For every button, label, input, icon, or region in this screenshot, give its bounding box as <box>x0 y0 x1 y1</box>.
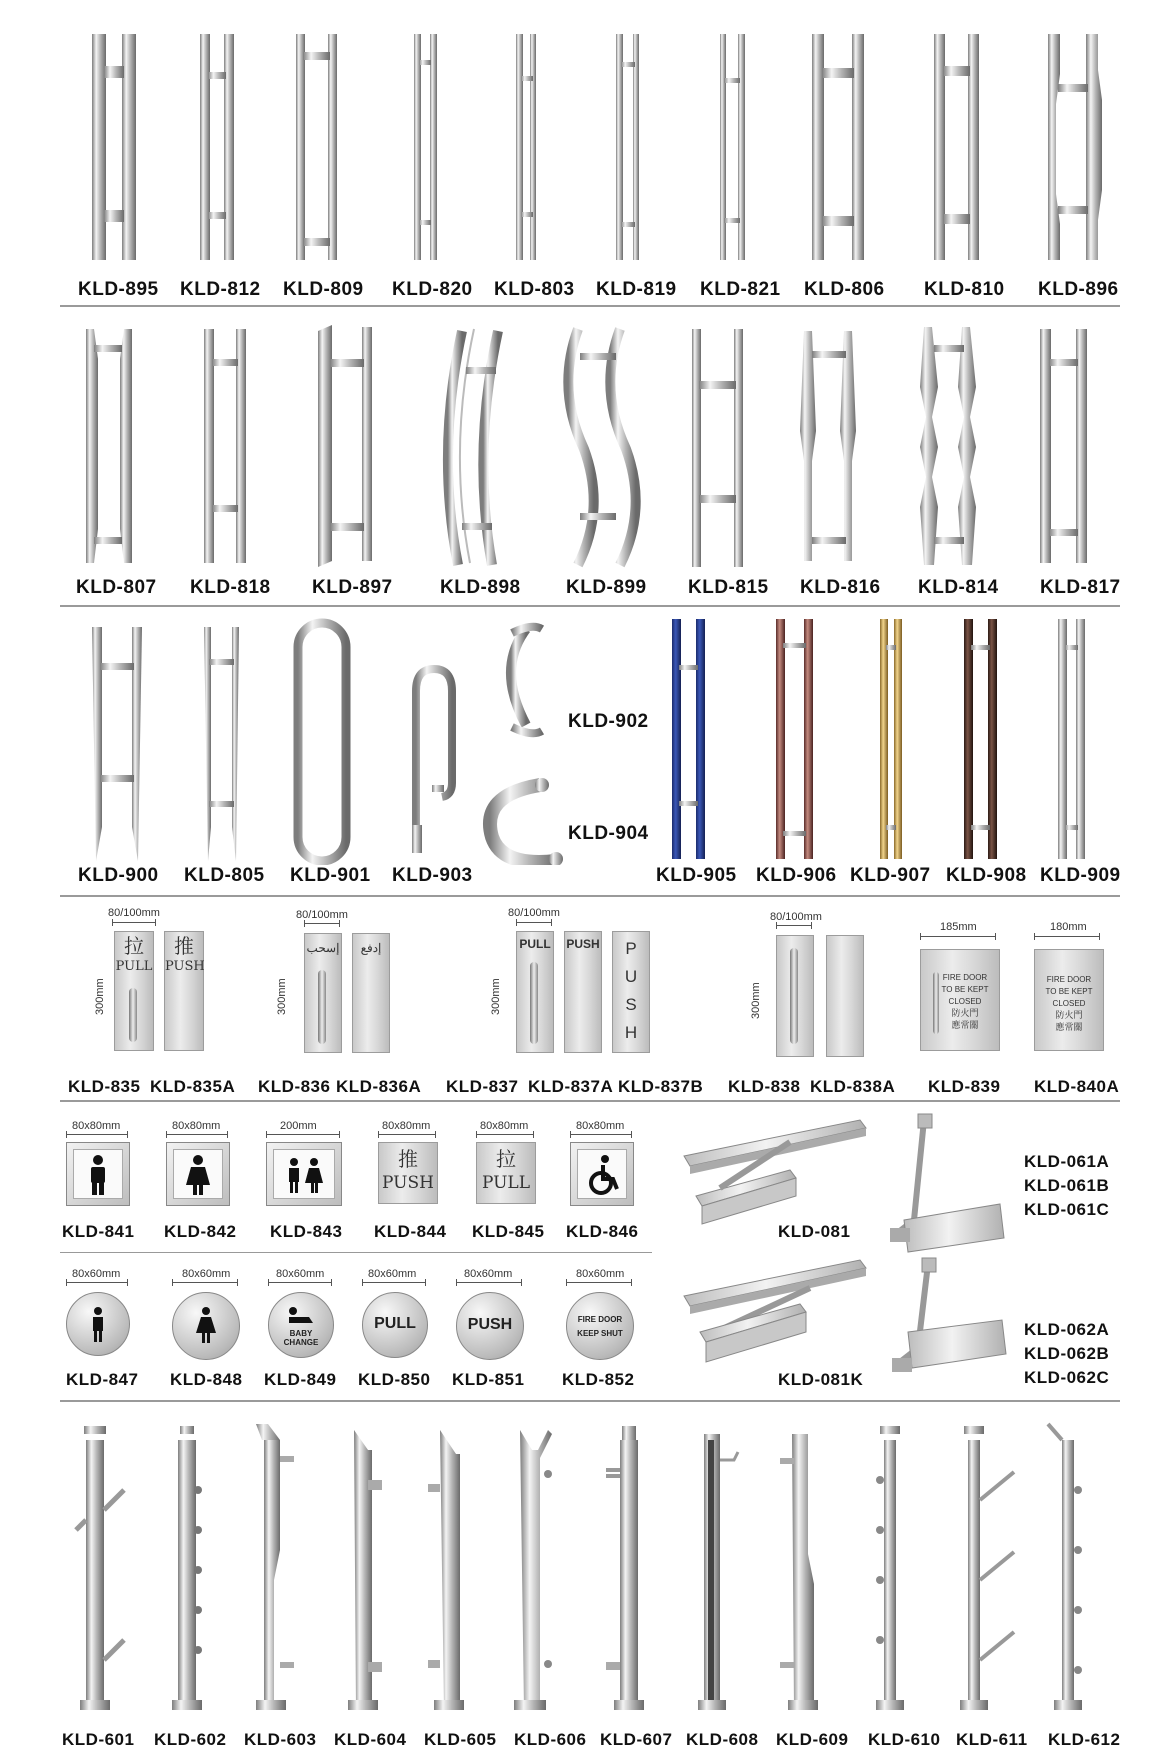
label-kld-847: KLD-847 <box>66 1370 139 1389</box>
label-kld-846: KLD-846 <box>566 1222 639 1241</box>
dimline-840a <box>1034 936 1100 937</box>
plate-kld-837 <box>516 931 554 1053</box>
post-kld-611 <box>960 1426 1014 1710</box>
man-round-icon <box>67 1293 129 1355</box>
handle-kld-816 <box>800 331 856 561</box>
plate-837b-p: P <box>625 939 637 958</box>
handle-kld-898 <box>448 329 498 565</box>
sign-844-cn: 推 <box>398 1147 418 1171</box>
dim-851: 80x60mm <box>464 1268 513 1280</box>
label-kld-612: KLD-612 <box>1048 1730 1121 1749</box>
label-kld-838: KLD-838 <box>728 1077 801 1096</box>
closer-kld-081 <box>684 1120 866 1224</box>
plate-kld-838 <box>776 935 814 1057</box>
wheelchair-icon <box>571 1143 633 1205</box>
handle-kld-803 <box>516 34 536 260</box>
post-kld-608 <box>698 1434 738 1710</box>
plate-839-t4: 防火門 <box>951 1009 979 1019</box>
dimline-847 <box>66 1282 128 1283</box>
dimline-839 <box>920 936 996 937</box>
label-kld-844: KLD-844 <box>374 1222 447 1241</box>
label-kld-601: KLD-601 <box>62 1730 135 1749</box>
sign-kld-846 <box>570 1142 634 1206</box>
post-kld-603 <box>256 1424 294 1710</box>
plate-840a-t4: 防火門 <box>1055 1011 1083 1021</box>
plate-836-bar <box>318 970 326 1044</box>
handle-kld-819 <box>616 34 639 260</box>
post-kld-609 <box>780 1434 818 1710</box>
closer-kld-062 <box>892 1258 1006 1372</box>
label-kld-062c: KLD-062C <box>1024 1368 1110 1387</box>
label-kld-814: KLD-814 <box>918 577 999 598</box>
label-kld-609: KLD-609 <box>776 1730 849 1749</box>
label-kld-081: KLD-081 <box>778 1222 851 1241</box>
label-kld-061c: KLD-061C <box>1024 1200 1110 1219</box>
label-kld-842: KLD-842 <box>164 1222 237 1241</box>
label-kld-849: KLD-849 <box>264 1370 337 1389</box>
handle-kld-908 <box>964 619 997 859</box>
handle-kld-899 <box>568 329 635 565</box>
dim-846: 80x80mm <box>576 1120 625 1132</box>
label-kld-807: KLD-807 <box>76 577 157 598</box>
label-kld-900: KLD-900 <box>78 865 159 886</box>
sign-kld-852 <box>566 1292 634 1360</box>
label-kld-605: KLD-605 <box>424 1730 497 1749</box>
sign-kld-847 <box>66 1292 130 1356</box>
sign-kld-844 <box>378 1142 438 1204</box>
post-kld-605 <box>428 1430 464 1710</box>
sign-kld-841 <box>66 1142 130 1206</box>
label-kld-836: KLD-836 <box>258 1077 331 1096</box>
label-kld-843: KLD-843 <box>270 1222 343 1241</box>
plate-kld-836a <box>352 933 390 1053</box>
dimline-851 <box>456 1282 522 1283</box>
plate-839-t5: 應常關 <box>951 1021 979 1031</box>
label-kld-061a: KLD-061A <box>1024 1152 1110 1171</box>
dimline-838 <box>776 925 812 926</box>
plate-836a-ar: إدفع <box>360 941 382 955</box>
dim-841: 80x80mm <box>72 1120 121 1132</box>
dimline-836 <box>304 923 340 924</box>
dimline-849 <box>268 1282 332 1283</box>
handle-kld-807 <box>86 329 132 563</box>
label-kld-081k: KLD-081K <box>778 1370 864 1389</box>
label-kld-604: KLD-604 <box>334 1730 407 1749</box>
woman-icon <box>167 1143 229 1205</box>
closer-kld-061 <box>890 1114 1004 1252</box>
handle-kld-815 <box>692 329 743 567</box>
plate-835-bar <box>129 988 137 1042</box>
label-kld-608: KLD-608 <box>686 1730 759 1749</box>
plate-837-bar <box>530 962 538 1044</box>
plate-840a-t3: CLOSED <box>1052 999 1086 1008</box>
label-kld-839: KLD-839 <box>928 1077 1001 1096</box>
label-kld-805: KLD-805 <box>184 865 265 886</box>
handle-kld-818 <box>204 329 246 563</box>
label-kld-817: KLD-817 <box>1040 577 1121 598</box>
label-kld-902: KLD-902 <box>568 711 649 732</box>
row-1-pull-handles <box>0 0 1163 305</box>
dim-842: 80x80mm <box>172 1120 221 1132</box>
post-kld-607 <box>606 1426 644 1710</box>
dim-850: 80x60mm <box>368 1268 417 1280</box>
dimline-835 <box>112 922 156 923</box>
dimline-841 <box>66 1134 128 1135</box>
dim-852: 80x60mm <box>576 1268 625 1280</box>
plate-837a-en: PUSH <box>566 937 600 951</box>
label-kld-841: KLD-841 <box>62 1222 135 1241</box>
label-kld-611: KLD-611 <box>956 1730 1028 1749</box>
label-kld-606: KLD-606 <box>514 1730 587 1749</box>
row-3-pull-handles <box>0 605 1163 895</box>
label-kld-835a: KLD-835A <box>150 1077 236 1096</box>
post-kld-606 <box>514 1430 552 1710</box>
dim-837-height: 300mm <box>490 978 502 1015</box>
handle-kld-900 <box>92 627 142 861</box>
dimline-844 <box>378 1134 436 1135</box>
label-kld-903: KLD-903 <box>392 865 473 886</box>
handle-kld-907 <box>880 619 902 859</box>
plate-kld-835a <box>164 931 204 1051</box>
sign-845-cn: 拉 <box>496 1147 516 1171</box>
label-kld-836a: KLD-836A <box>336 1077 422 1096</box>
man-woman-icon <box>267 1143 341 1205</box>
dim-838-width: 80/100mm <box>770 911 822 923</box>
label-kld-896: KLD-896 <box>1038 279 1119 300</box>
post-kld-612 <box>1048 1424 1082 1710</box>
dimline-843 <box>266 1134 340 1135</box>
dim-844: 80x80mm <box>382 1120 431 1132</box>
dim-839-width: 185mm <box>940 921 977 933</box>
row-2-pull-handles <box>0 305 1163 605</box>
plate-kld-840a <box>1034 949 1104 1051</box>
handle-kld-902 <box>511 627 542 734</box>
sign-851-txt: PUSH <box>467 1316 513 1333</box>
label-kld-818: KLD-818 <box>190 577 271 598</box>
label-kld-852: KLD-852 <box>562 1370 635 1389</box>
label-kld-906: KLD-906 <box>756 865 837 886</box>
dim-835-height: 300mm <box>94 978 106 1015</box>
handle-kld-805 <box>204 627 239 861</box>
handle-kld-817 <box>1040 329 1087 563</box>
plate-835-cn: 拉 <box>124 934 144 958</box>
handle-kld-812 <box>200 34 234 260</box>
plate-835-en: PULL <box>115 959 153 974</box>
sign-kld-849 <box>268 1292 334 1358</box>
label-kld-809: KLD-809 <box>283 279 364 300</box>
sign-844-en: PUSH <box>382 1173 434 1193</box>
handle-kld-820 <box>414 34 437 260</box>
dimline-848 <box>172 1282 238 1283</box>
plate-837b-s: S <box>625 995 637 1014</box>
plate-840a-t1: FIRE DOOR <box>1046 975 1092 984</box>
dim-849: 80x60mm <box>276 1268 325 1280</box>
plate-839-t1: FIRE DOOR <box>942 973 988 982</box>
label-kld-821: KLD-821 <box>700 279 781 300</box>
dim-840a-width: 180mm <box>1050 921 1087 933</box>
label-kld-848: KLD-848 <box>170 1370 243 1389</box>
handle-kld-903 <box>412 669 452 853</box>
label-kld-062a: KLD-062A <box>1024 1320 1110 1339</box>
dimline-845 <box>476 1134 534 1135</box>
label-kld-062b: KLD-062B <box>1024 1344 1110 1363</box>
sign-849-t2: CHANGE <box>283 1338 319 1347</box>
plate-837b-u: U <box>624 967 638 986</box>
dimline-846 <box>570 1134 632 1135</box>
handle-kld-901 <box>298 623 346 861</box>
sign-kld-843 <box>266 1142 342 1206</box>
plate-840a-t5: 應常關 <box>1055 1023 1083 1033</box>
label-kld-898: KLD-898 <box>440 577 521 598</box>
label-kld-895: KLD-895 <box>78 279 159 300</box>
plate-kld-838a <box>826 935 864 1057</box>
dim-836-height: 300mm <box>276 978 288 1015</box>
post-kld-610 <box>876 1426 904 1710</box>
dimline-852 <box>566 1282 632 1283</box>
dim-847: 80x60mm <box>72 1268 121 1280</box>
plate-840a-t2: TO BE KEPT <box>1045 987 1093 996</box>
plate-839-t3: CLOSED <box>948 997 982 1006</box>
handle-kld-906 <box>776 619 813 859</box>
label-kld-820: KLD-820 <box>392 279 473 300</box>
dim-837-width: 80/100mm <box>508 907 560 919</box>
plate-839-t2: TO BE KEPT <box>941 985 989 994</box>
plate-kld-837b <box>612 931 650 1053</box>
label-kld-838a: KLD-838A <box>810 1077 896 1096</box>
post-kld-602 <box>172 1426 202 1710</box>
plate-837-en: PULL <box>519 937 551 951</box>
dim-836-width: 80/100mm <box>296 909 348 921</box>
label-kld-845: KLD-845 <box>472 1222 545 1241</box>
plate-kld-836 <box>304 933 342 1053</box>
label-kld-803: KLD-803 <box>494 279 575 300</box>
dimline-850 <box>362 1282 426 1283</box>
label-kld-837: KLD-837 <box>446 1077 519 1096</box>
dim-843: 200mm <box>280 1120 317 1132</box>
handle-kld-806 <box>812 34 864 260</box>
row-4-push-plates <box>0 895 1163 1100</box>
post-kld-601 <box>76 1426 124 1710</box>
row-2-handle-drawings <box>0 305 1163 575</box>
row-1-handle-drawings <box>0 0 1163 270</box>
label-kld-603: KLD-603 <box>244 1730 317 1749</box>
handle-kld-905 <box>672 619 705 859</box>
handle-kld-909 <box>1058 619 1085 859</box>
label-kld-840a: KLD-840A <box>1034 1077 1120 1096</box>
label-kld-602: KLD-602 <box>154 1730 227 1749</box>
man-icon <box>67 1143 129 1205</box>
plate-836-ar: إسحب <box>306 941 340 955</box>
plate-kld-835 <box>114 931 154 1051</box>
signs-divider <box>60 1252 652 1253</box>
plate-kld-837a <box>564 931 602 1053</box>
dim-848: 80x60mm <box>182 1268 231 1280</box>
woman-round-icon <box>173 1293 239 1359</box>
post-kld-604 <box>348 1430 382 1710</box>
sign-kld-851 <box>456 1292 524 1360</box>
label-kld-812: KLD-812 <box>180 279 261 300</box>
sign-849-t1: BABY <box>289 1329 313 1338</box>
plate-837b-h: H <box>624 1023 638 1042</box>
label-kld-905: KLD-905 <box>656 865 737 886</box>
handle-kld-809 <box>296 34 337 260</box>
sign-852-t2: KEEP SHUT <box>577 1329 623 1338</box>
label-kld-909: KLD-909 <box>1040 865 1121 886</box>
dim-838-height: 300mm <box>750 982 762 1019</box>
sign-kld-842 <box>166 1142 230 1206</box>
handle-kld-904 <box>490 778 563 865</box>
plate-838-bar <box>790 948 798 1044</box>
label-kld-806: KLD-806 <box>804 279 885 300</box>
label-kld-850: KLD-850 <box>358 1370 431 1389</box>
label-kld-815: KLD-815 <box>688 577 769 598</box>
label-kld-810: KLD-810 <box>924 279 1005 300</box>
sign-852-t1: FIRE DOOR <box>577 1315 623 1324</box>
handle-kld-896 <box>1048 34 1102 260</box>
handle-kld-810 <box>934 34 979 260</box>
label-kld-061b: KLD-061B <box>1024 1176 1110 1195</box>
label-kld-907: KLD-907 <box>850 865 931 886</box>
sign-845-en: PULL <box>481 1173 531 1193</box>
row-6-railing-posts <box>0 1400 1163 1762</box>
handle-kld-897 <box>318 325 372 567</box>
label-kld-835: KLD-835 <box>68 1077 141 1096</box>
label-kld-816: KLD-816 <box>800 577 881 598</box>
label-kld-904: KLD-904 <box>568 823 649 844</box>
dim-835-width: 80/100mm <box>108 907 160 919</box>
plate-kld-839 <box>920 949 1000 1051</box>
handle-kld-814 <box>920 327 976 565</box>
label-kld-610: KLD-610 <box>868 1730 941 1749</box>
plate-835a-cn: 推 <box>174 934 194 958</box>
label-kld-607: KLD-607 <box>600 1730 673 1749</box>
label-kld-837b: KLD-837B <box>618 1077 704 1096</box>
sign-kld-850 <box>362 1292 428 1358</box>
dimline-842 <box>166 1134 228 1135</box>
sign-kld-848 <box>172 1292 240 1360</box>
label-kld-899: KLD-899 <box>566 577 647 598</box>
closer-kld-081k <box>684 1260 866 1362</box>
sign-kld-845 <box>476 1142 536 1204</box>
handle-kld-821 <box>720 34 745 260</box>
dimline-837 <box>516 922 552 923</box>
label-kld-851: KLD-851 <box>452 1370 525 1389</box>
post-drawings <box>0 1400 1163 1720</box>
sign-850-txt: PULL <box>374 1315 416 1332</box>
label-kld-819: KLD-819 <box>596 279 677 300</box>
dim-845: 80x80mm <box>480 1120 529 1132</box>
row-5-signs-closers <box>0 1100 1163 1400</box>
handle-kld-895 <box>92 34 136 260</box>
label-kld-897: KLD-897 <box>312 577 393 598</box>
label-kld-837a: KLD-837A <box>528 1077 614 1096</box>
baby-change-icon <box>269 1293 333 1357</box>
label-kld-901: KLD-901 <box>290 865 371 886</box>
plate-835a-en: PUSH <box>165 959 205 974</box>
label-kld-908: KLD-908 <box>946 865 1027 886</box>
